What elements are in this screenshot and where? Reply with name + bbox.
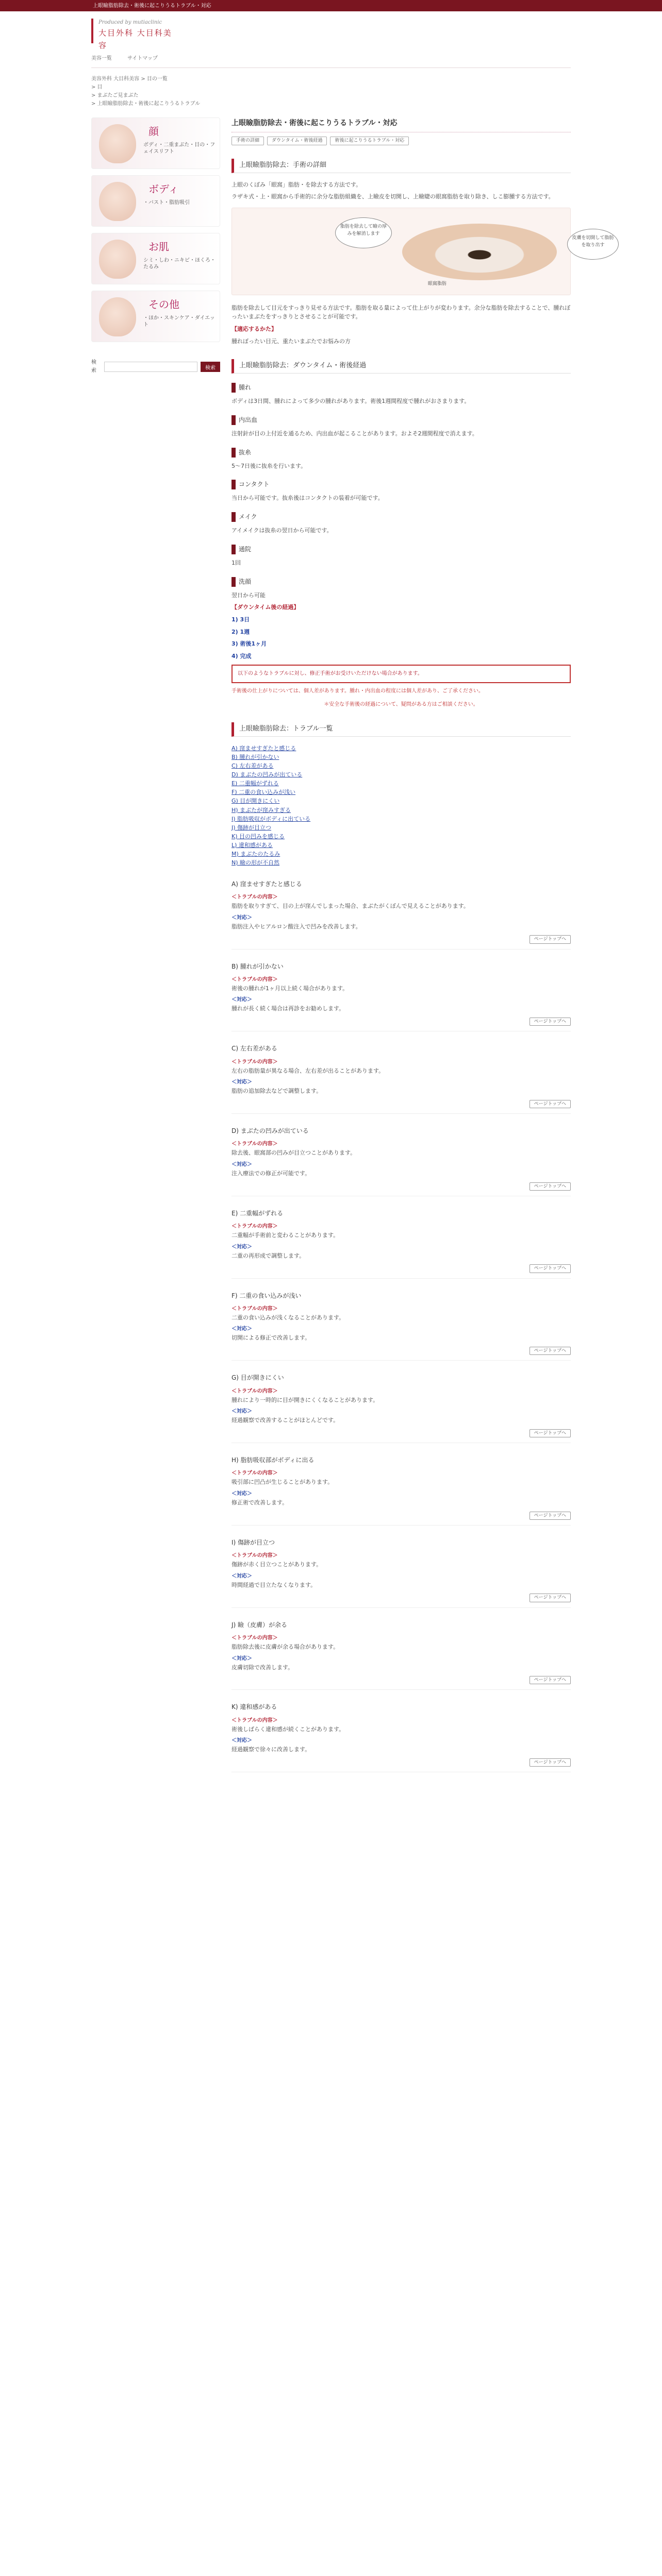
page-top-button[interactable]: ページトップへ bbox=[529, 1429, 571, 1437]
trouble-fix-text: 注入療法での修正が可能です。 bbox=[231, 1170, 311, 1177]
search-label: 検索 bbox=[91, 360, 96, 374]
nav-item-list[interactable]: 美容一覧 bbox=[91, 56, 112, 61]
totop-wrap bbox=[231, 1346, 571, 1355]
page-top-button[interactable]: ページトップへ bbox=[529, 1264, 571, 1273]
downtime-item-text: 5〜7日後に抜糸を行います。 bbox=[231, 462, 307, 469]
center-note: ＊安全な手術後の経過について、疑問がある方はご相談ください。 bbox=[324, 702, 478, 708]
toc-item[interactable]: B) 腫れが引かない bbox=[231, 754, 279, 761]
page-top-button[interactable]: ページトップへ bbox=[529, 1676, 571, 1684]
trouble-fix-label: ＜対応＞ bbox=[231, 1244, 252, 1250]
trouble-entry bbox=[231, 1044, 571, 1114]
warning-box: 以下のようなトラブルに対し、修正手術がお受けいただけない場合があります。 bbox=[231, 665, 571, 683]
detail-text: 腫れぼったい目元、重たいまぶたでお悩みの方 bbox=[231, 337, 351, 345]
layout bbox=[91, 111, 614, 1783]
detail-text: 脂肪を除去して目元をすっきり見せる方法です。脂肪を取る量によって仕上がりが変わります。余分な脂肪を除去することで、腫れぼったいまぶたをすっきりとさせることが可能です。 bbox=[231, 304, 571, 320]
downtime-item-text: 翌日から可能 bbox=[231, 591, 266, 599]
toc-item[interactable]: G) 目が開きにくい bbox=[231, 798, 280, 805]
toc-item[interactable]: L) 違和感がある bbox=[231, 841, 273, 849]
trouble-fix-text: 皮膚切除で改善します。 bbox=[231, 1664, 294, 1671]
trouble-fix-text: 腫れが長く続く場合は再診をお勧めします。 bbox=[231, 1005, 345, 1012]
search-button[interactable]: 検索 bbox=[201, 362, 220, 372]
detail-text: 上眼のくぼみ「眼窩」脂肪・を除去する方法です。 bbox=[231, 181, 362, 188]
page-top-button[interactable]: ページトップへ bbox=[529, 1347, 571, 1355]
trouble-fix-label: ＜対応＞ bbox=[231, 1079, 252, 1086]
trouble-cause-text: 術後しばらく違和感が続くことがあります。 bbox=[231, 1725, 345, 1733]
section-heading-downtime: 上眼瞼脂肪除去：ダウンタイム・術後経過 bbox=[231, 359, 571, 374]
page-title: 上眼瞼脂肪除去・術後に起こりうるトラブル・対応 bbox=[231, 117, 571, 132]
trouble-title: H) 脂肪吸収部がボディに出る bbox=[231, 1456, 315, 1464]
totop-wrap bbox=[231, 1511, 571, 1520]
eye-illustration bbox=[402, 224, 557, 280]
trouble-entry bbox=[231, 1538, 571, 1608]
trouble-toc bbox=[231, 744, 571, 867]
trouble-entry bbox=[231, 1702, 571, 1772]
trouble-fix-label: ＜対応＞ bbox=[231, 1490, 252, 1497]
tab-downtime[interactable]: ダウンタイム・術後経過 bbox=[267, 137, 327, 145]
cat-title: 顔 bbox=[148, 125, 159, 138]
search-input[interactable] bbox=[104, 362, 197, 372]
totop-wrap bbox=[231, 1757, 571, 1767]
downtime-item-title: 抜糸 bbox=[231, 448, 571, 457]
trouble-fix-label: ＜対応＞ bbox=[231, 1573, 252, 1579]
section-tabs bbox=[231, 137, 571, 145]
trouble-cause-label: ＜トラブルの内容＞ bbox=[231, 1717, 278, 1723]
downtime-item-text: 1回 bbox=[231, 560, 241, 567]
trouble-fix-label: ＜対応＞ bbox=[231, 1655, 252, 1662]
site-search bbox=[91, 359, 220, 375]
trouble-title: B) 腫れが引かない bbox=[231, 962, 284, 970]
site-logo[interactable] bbox=[91, 19, 179, 50]
totop-wrap bbox=[231, 1428, 571, 1437]
detail-note: 【適応するかた】 bbox=[231, 325, 277, 332]
trouble-fix-label: ＜対応＞ bbox=[231, 1738, 252, 1744]
main-content bbox=[231, 117, 614, 1783]
totop-wrap bbox=[231, 1263, 571, 1273]
cat-sub: シミ・しわ・ニキビ・ほくろ・たるみ bbox=[143, 258, 216, 270]
breadcrumb-item[interactable]: > 目 bbox=[91, 84, 103, 90]
trouble-entry bbox=[231, 1291, 571, 1361]
toc-item[interactable]: E) 二重幅がずれる bbox=[231, 780, 279, 787]
trouble-fix-text: 切開による修正で改善します。 bbox=[231, 1334, 311, 1342]
cat-title: お肌 bbox=[148, 241, 169, 253]
trouble-fix-text: 二重の再形成で調整します。 bbox=[231, 1252, 305, 1259]
trouble-fix-label: ＜対応＞ bbox=[231, 914, 252, 921]
trouble-fix-label: ＜対応＞ bbox=[231, 997, 252, 1003]
trouble-cause-label: ＜トラブルの内容＞ bbox=[231, 894, 278, 901]
page-top-button[interactable]: ページトップへ bbox=[529, 1758, 571, 1767]
trouble-entry bbox=[231, 962, 571, 1032]
trouble-cause-text: 脂肪を取りすぎて、目の上が窪んでしまった場合、まぶたがくぼんで見えることがあります。 bbox=[231, 903, 469, 910]
trouble-fix-text: 脂肪の追加除去などで調整します。 bbox=[231, 1088, 322, 1095]
trouble-cause-label: ＜トラブルの内容＞ bbox=[231, 1470, 278, 1477]
toc-item[interactable]: F) 二重の食い込みが浅い bbox=[231, 789, 296, 796]
page-top-button[interactable]: ページトップへ bbox=[529, 1018, 571, 1026]
totop-wrap bbox=[231, 1016, 571, 1026]
section-heading-trouble: 上眼瞼脂肪除去：トラブル一覧 bbox=[231, 722, 571, 737]
diagram-label: 眼窩脂肪 bbox=[428, 281, 447, 286]
stage-label: 2) 1週 bbox=[231, 628, 250, 635]
downtime-item-title: コンタクト bbox=[231, 480, 571, 489]
sidebar-cat-other[interactable] bbox=[91, 291, 220, 342]
trouble-cause-label: ＜トラブルの内容＞ bbox=[231, 1553, 278, 1559]
totop-wrap bbox=[231, 934, 571, 943]
body-photo bbox=[99, 182, 136, 221]
trouble-cause-label: ＜トラブルの内容＞ bbox=[231, 1224, 278, 1230]
stage-label: 3) 術後1ヶ月 bbox=[231, 640, 267, 648]
breadcrumb-item[interactable]: 美容外科 大目科美容 > 目の一覧 bbox=[91, 76, 168, 82]
stage-label: 1) 3日 bbox=[231, 616, 250, 623]
trouble-title: C) 左右差がある bbox=[231, 1045, 277, 1053]
trouble-cause-text: 腫れにより一時的に目が開きにくくなることがあります。 bbox=[231, 1396, 379, 1403]
trouble-cause-label: ＜トラブルの内容＞ bbox=[231, 1059, 278, 1065]
breadcrumb-item[interactable]: > まぶたご見まぶた bbox=[91, 93, 139, 98]
other-photo bbox=[99, 297, 136, 336]
page-top-button[interactable]: ページトップへ bbox=[529, 1100, 571, 1108]
page-top-button[interactable]: ページトップへ bbox=[529, 1182, 571, 1191]
trouble-title: J) 瞼（皮膚）が余る bbox=[231, 1621, 288, 1629]
trouble-fix-label: ＜対応＞ bbox=[231, 1161, 252, 1167]
sidebar-cat-skin[interactable] bbox=[91, 233, 220, 284]
page-top-button[interactable]: ページトップへ bbox=[529, 1512, 571, 1520]
trouble-title: G) 目が開きにくい bbox=[231, 1374, 284, 1382]
sidebar bbox=[91, 117, 220, 1783]
downtime-item-title: 通院 bbox=[231, 545, 571, 554]
sidebar-cat-body[interactable] bbox=[91, 175, 220, 227]
page-top-button[interactable]: ページトップへ bbox=[529, 1594, 571, 1602]
tab-detail[interactable]: 手術の詳細 bbox=[231, 137, 264, 145]
stage-label: 4) 完成 bbox=[231, 652, 252, 659]
trouble-cause-text: 二重の食い込みが浅くなることがあります。 bbox=[231, 1314, 345, 1321]
top-nav bbox=[91, 55, 158, 63]
cat-title: その他 bbox=[148, 298, 179, 311]
trouble-entry bbox=[231, 1126, 571, 1196]
toc-item[interactable]: I) 脂肪吸収がボディに出ている bbox=[231, 815, 311, 822]
trouble-fix-text: 修正術で改善します。 bbox=[231, 1499, 288, 1506]
trouble-cause-label: ＜トラブルの内容＞ bbox=[231, 1635, 278, 1641]
nav-item-sitemap[interactable]: サイトマップ bbox=[127, 56, 158, 61]
trouble-title: F) 二重の食い込みが浅い bbox=[231, 1292, 302, 1299]
trouble-title: A) 窪ませすぎたと感じる bbox=[231, 880, 302, 888]
section-heading-detail: 上眼瞼脂肪除去：手術の詳細 bbox=[231, 159, 571, 173]
trouble-cause-text: 二重幅が手術前と変わることがあります。 bbox=[231, 1232, 339, 1239]
toc-item[interactable]: H) まぶたが窪みすぎる bbox=[231, 806, 291, 814]
downtime-item-title: 腫れ bbox=[231, 383, 571, 393]
trouble-cause-text: 傷跡が赤く目立つことがあります。 bbox=[231, 1561, 322, 1568]
breadcrumb-item: > 上眼瞼脂肪除去・術後に起こりうるトラブル bbox=[91, 101, 201, 107]
downtime-item-title: メイク bbox=[231, 512, 571, 522]
cat-sub: ・バスト・脂肪吸引 bbox=[143, 200, 190, 206]
skin-photo bbox=[99, 240, 136, 279]
trouble-cause-text: 術後の腫れが1ヶ月以上続く場合があります。 bbox=[231, 985, 349, 992]
trouble-fix-label: ＜対応＞ bbox=[231, 1326, 252, 1332]
trouble-title: D) まぶたの凹みが出ている bbox=[231, 1127, 309, 1135]
trouble-entry bbox=[231, 1455, 571, 1526]
totop-wrap bbox=[231, 1592, 571, 1602]
trouble-title: K) 違和感がある bbox=[231, 1703, 277, 1711]
trouble-cause-label: ＜トラブルの内容＞ bbox=[231, 1141, 278, 1147]
trouble-list bbox=[231, 879, 571, 1772]
trouble-entry bbox=[231, 879, 571, 950]
face-photo bbox=[99, 124, 136, 163]
downtime-item-title: 洗顔 bbox=[231, 577, 571, 587]
page-top-button[interactable]: ページトップへ bbox=[529, 935, 571, 943]
header bbox=[91, 11, 571, 68]
trouble-fix-text: 時間経過で目立たなくなります。 bbox=[231, 1581, 317, 1588]
toc-item[interactable]: C) 左右差がある bbox=[231, 762, 274, 770]
top-bar bbox=[0, 0, 662, 11]
trouble-fix-label: ＜対応＞ bbox=[231, 1409, 252, 1415]
trouble-fix-text: 脂肪注入やヒアルロン酸注入で凹みを改善します。 bbox=[231, 923, 361, 930]
tab-trouble[interactable]: 術後に起こりうるトラブル・対応 bbox=[330, 137, 409, 145]
downtime-item-text: ボディは3日間、腫れによって多少の腫れがあります。術後1週間程度で腫れがおさまります。 bbox=[231, 398, 470, 405]
cat-sub: ・ほか・スキンケア・ダイエット bbox=[143, 315, 215, 328]
trouble-entry bbox=[231, 1209, 571, 1279]
trouble-cause-text: 吸引部に凹凸が生じることがあります。 bbox=[231, 1479, 334, 1486]
toc-item[interactable]: N) 瞼の形が不自然 bbox=[231, 859, 280, 866]
sidebar-cat-face[interactable] bbox=[91, 117, 220, 169]
toc-item[interactable]: J) 傷跡が目立つ bbox=[231, 824, 272, 831]
trouble-entry bbox=[231, 1373, 571, 1443]
totop-wrap bbox=[231, 1181, 571, 1191]
downtime-note: 【ダウンタイム後の経過】 bbox=[231, 604, 300, 611]
logo-line1: Produced by mutiaclinic bbox=[98, 20, 162, 25]
page-wrap bbox=[91, 11, 614, 1783]
toc-item[interactable]: A) 窪ませすぎたと感じる bbox=[231, 745, 296, 752]
breadcrumb bbox=[91, 68, 571, 111]
trouble-entry bbox=[231, 1620, 571, 1690]
trouble-title: I) 傷跡が目立つ bbox=[231, 1538, 275, 1546]
trouble-cause-text: 除去後、眼窩部の凹みが目立つことがあります。 bbox=[231, 1149, 356, 1157]
trouble-fix-text: 経過観察で改善することがほとんどです。 bbox=[231, 1417, 339, 1424]
trouble-cause-label: ＜トラブルの内容＞ bbox=[231, 976, 278, 982]
toc-item[interactable]: D) まぶたの凹みが出ている bbox=[231, 771, 303, 778]
downtime-list bbox=[231, 383, 571, 600]
cat-sub: ボディ・二重まぶた・目の・フェイスリフト bbox=[143, 142, 216, 155]
trouble-fix-text: 経過観察で徐々に改善します。 bbox=[231, 1746, 311, 1753]
downtime-item-text: 注射針が目の上付近を通るため、内出血が起こることがあります。およそ2週間程度で消えます。 bbox=[231, 430, 478, 437]
totop-wrap bbox=[231, 1675, 571, 1684]
trouble-cause-label: ＜トラブルの内容＞ bbox=[231, 1306, 278, 1312]
trouble-cause-label: ＜トラブルの内容＞ bbox=[231, 1388, 278, 1394]
detail-text: ラザキ式・上・眼窩から手術的に余分な脂肪組織を、上瞼皮を切開し、上瞼睫の眼窩脂肪を取り除き、しこ膨腫する方法です。 bbox=[231, 193, 554, 200]
totop-wrap bbox=[231, 1099, 571, 1108]
logo-line2: 大目外科 大目科美容 bbox=[98, 28, 172, 50]
trouble-title: E) 二重幅がずれる bbox=[231, 1209, 284, 1217]
diagram-bubble: 皮膚を切開して脂肪を取り出す bbox=[567, 229, 619, 260]
diagram-bubble: 脂肪を除去して瞼の厚みを解消します bbox=[335, 217, 392, 248]
top-bar-text: 上眼瞼脂肪除去・術後に起こりうるトラブル・対応 bbox=[93, 3, 211, 9]
toc-item[interactable]: K) 目の凹みを感じる bbox=[231, 833, 285, 840]
cat-title: ボディ bbox=[148, 183, 179, 195]
toc-item[interactable]: M) まぶたのたるみ bbox=[231, 850, 280, 857]
downtime-item-title: 内出血 bbox=[231, 415, 571, 425]
trouble-cause-text: 左右の脂肪量が異なる場合、左右差が出ることがあります。 bbox=[231, 1067, 385, 1074]
downtime-item-text: アイメイクは抜糸の翌日から可能です。 bbox=[231, 527, 333, 534]
trouble-cause-text: 脂肪除去後に皮膚が余る場合があります。 bbox=[231, 1643, 339, 1650]
warning-text: 手術後の仕上がりについては、個人差があります。腫れ・内出血の程度には個人差があり、ご了承ください。 bbox=[231, 688, 484, 694]
downtime-item-text: 当日から可能です。抜糸後はコンタクトの装着が可能です。 bbox=[231, 495, 384, 502]
surgery-diagram bbox=[231, 208, 614, 295]
